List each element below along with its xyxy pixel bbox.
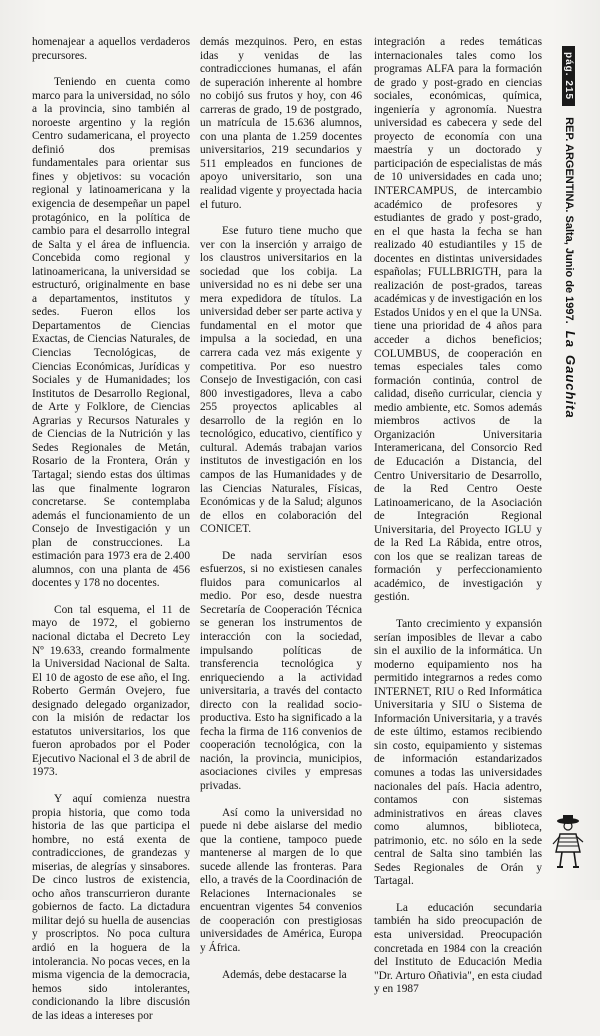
magazine-article: La: [563, 330, 578, 348]
text-column-2: [200, 36, 362, 995]
paragraph: Con tal esquema, el 11 de mayo de 1972, el gobierno nacional dictaba el Decreto Ley Nº 19.633, creando formalmente la Universidad Nacional de Salta. El 10 de agosto de ese año, el Ing. Roberto Germán Ovejero, fue designado delegado organizador, con la misión de redactar los estatutos universitarios, los que fueron aprobados por el Poder Ejecutivo Nacional el 3 de abril de 1973.: [32, 603, 190, 779]
paragraph: Ese futuro tiene mucho que ver con la inserción y arraigo de los claustros universitarios en la sociedad que los cobija. La universidad no es ni debe ser una mera expedidora de títulos. La universidad deber ser parte activa y fundamental en el motor que impulsa a la sociedad, en una carrera cada vez más exigente y competitiva. Por eso nuestro Consejo de Investigación, con casi 800 investigadores, lleva a cabo 255 proyectos aplicables al desarrollo de la región en lo tecnológico, educativo, científico y cultural. Además trabajan varios institutos de investigación en los campos de las Humanidades y de las Ciencias Naturales, Físicas, Económicas y de la Salud; algunos de ellos en colaboración del CONICET.: [200, 225, 362, 536]
text-column-1: [32, 36, 190, 1036]
paragraph: De nada servirían esos esfuerzos, si no existiesen canales fluidos para comunicarlos al medio. Por eso, desde nuestra Secretaría de Cooperación Técnica se generan los instrumentos de interacción con la sociedad, impulsando políticas de transferencia tecnológica y enriqueciendo a la actividad universitaria, a través del contacto directo con la realidad socio-productiva. Esto ha significado a la fecha la firma de 116 convenios de cooperación tecnológica, con la nación, la provincia, municipios, asociaciones civiles y empresas privadas.: [200, 549, 362, 792]
paragraph: Teniendo en cuenta como marco para la universidad, no sólo a la provincia, sino también al noroeste argentino y la región Centro sudamericana, el proyecto definió dos premisas fundamentales para orientar sus fines y objetivos: su vocación regional y latinoamericana y la exigencia de desempeñar un papel protagónico, en la política de cambio para el desarrollo integral de Salta y el área de influencia. Concebida como regional y latinoamericana, la universidad se estructuró, originalmente en base a departamentos, institutos y sedes. Fueron ellos los Departamentos de Ciencias Exactas, de Ciencias Naturales, de Ciencias Tecnológicas, de Ciencias Económicas, Jurídicas y Sociales y de Humanidades; los Institutos de Desarrollo Regional, de Arte y Folklore, de Ciencias Agrarias y Recursos Naturales y de Ciencias de la Nutrición y las Sedes Regionales de Metán, Rosario de la Frontera, Orán y Tartagal; siendo estas dos últimas las que finalmente lograron concretarse. Se contemplaba además el funcionamiento de un Consejo de Investigación y un plan de construcciones. La estimación para 1973 era de 2.400 alumnos, con una planta de 456 docentes y 178 no docentes.: [32, 76, 190, 590]
paragraph: Además, debe destacarse la: [222, 968, 347, 981]
paragraph: Y aquí comienza nuestra propia historia, que como toda historia de las que participa el hombre, no está exenta de contradicciones, de grandezas y miserias, de alegrías y sinsabores. De cinco lustros de existencia, ocho años transcurrieron durante gobiernos de facto. La dictadura militar dejó su huella de ausencias y proscriptos. No poca cultura ardió en la hoguera de la intolerancia. No pocas veces, en la misma vigencia de la democracia, hemos sido intolerantes, condicionando la libre discusión de las ideas a intereses por: [32, 792, 190, 1022]
paragraph: demás mezquinos. Pero, en estas idas y venidas de las contradicciones humanas, el afán de superación inherente al hombre no cobijó sus frutos y hoy, con 46 carreras de grado, 19 de postgrado, un matrícula de 15.636 alumnos, con una planta de 1.259 docentes universitarios, 219 secundarios y 511 empleados en funciones de apoyo universitario, son una realidad vigente y proyectada hacia el futuro.: [200, 36, 362, 211]
running-title: REP. ARGENTINA. Salta, Junio de 1997.: [563, 117, 575, 324]
text-column-3: [374, 36, 542, 1010]
page-number: pág. 215: [562, 46, 575, 106]
running-header: [550, 46, 586, 666]
magazine-name: Gauchita: [563, 355, 578, 419]
gaucho-figure-icon: [548, 812, 588, 872]
paragraph: homenajear a aquellos verdaderos precursores.: [32, 36, 190, 62]
paragraph: integración a redes temáticas internacionales tales como los programas ALFA para la formación de grado y post-grado en ciencias sociales, económicas, química, ingeniería y agronomía. Nuestra universidad es cabecera y sede del proyecto de economía con una maestría y un doctorado y participación de especialistas de más de 10 universidades en cada uno; INTERCAMPUS, de intercambio académico de profesores y estudiantes de grado y post-grado, en el que hasta la fecha se han realizado 40 estudiantiles y 15 de docentes en distintas universidades españolas; FULLBRIGTH, para la realización de post-grados, tareas académicas y de investigación en los Estados Unidos y en el que la UNSa. tiene una prioridad de 4 años para acceder a dichos beneficios; COLUMBUS, de cooperación en temas especiales tales como formación continúa, control de calidad, diseño curricular, ciencia y medio ambiente, etc. Somos además miembros activos de la Organización Universitaria Interamericana, del Consorcio Red de Educación a Distancia, del Centro Universitario de Desarrollo, de la Red Centro Oeste Latinoamericano, de la Asociación de Integración Regional Universitaria, del Proyecto IGLU y de la Red La Rábida, entre otros, con los que se realizan tareas de formación y perfeccionamiento académico, de investigación y gestión.: [374, 36, 542, 604]
paragraph: Así como la universidad no puede ni debe aislarse del medio que la contiene, tampoco puede mantenerse al margen de lo que sucede allende las fronteras. Para ello, a través de la Coordinación de Relaciones Internacionales se encuentran vigentes 54 convenios de cooperación con prestigiosas universidades de América, Europa y África.: [200, 806, 362, 954]
paragraph: La educación secundaria también ha sido preocupación de esta universidad. Preocupación concretada en 1984 con la creación del Instituto de Educación Media "Dr. Arturo Oñativia", en esta ciudad y en 1987: [374, 901, 542, 996]
paragraph: Tanto crecimiento y expansión serían imposibles de llevar a cabo sin el auxilio de la informática. Un moderno equipamiento nos ha permitido integrarnos a redes como INTERNET, RIU o Red Informática Universitaria y SIU o Sistema de Información Universitaria, y a través de este último, estamos recibiendo sin costo, equipamiento y sistemas de información estandarizados comunes a todas las universidades nacionales del país. Hacia adentro, contamos con sistemas administrativos en áreas claves como alumnos, biblioteca, patrimonio, etc. no sólo en la sede central de Salta sino también las Sedes Regionales de Orán y Tartagal.: [374, 617, 542, 888]
